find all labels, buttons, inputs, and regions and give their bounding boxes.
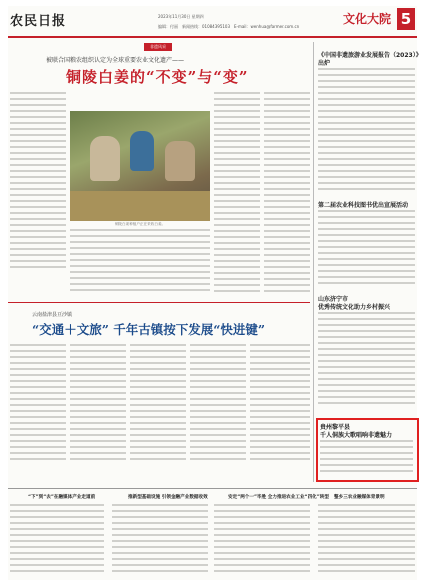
- second-kicker: 云南盐津县豆沙镇: [32, 312, 73, 318]
- bottom-col-1-text: [10, 504, 104, 576]
- second-col-5-text: [250, 344, 310, 462]
- bottom-divider: [8, 488, 417, 489]
- masthead: 农民日报: [10, 14, 67, 29]
- sidebar-item-3-title-b: 优秀传统文化助力乡村振兴: [318, 304, 391, 311]
- lead-photo: [70, 111, 210, 221]
- sidebar-item-4-title-a: 贵州黎平县: [320, 424, 351, 431]
- header-date: 2023年11月30日 星期四: [158, 14, 204, 19]
- sidebar-item-1-title: 《中国非遗旅游业发展报告（2023）》: [318, 52, 422, 59]
- sidebar-item-1-text: [318, 68, 415, 196]
- lead-headline: 铜陵白姜的“不变”与“变”: [66, 68, 249, 86]
- lead-tag: 非遗风采: [144, 43, 172, 51]
- page-number: 5: [397, 8, 415, 30]
- bottom-col-2-title: 推新型基础设施 引领金融产业数据收效: [128, 495, 208, 500]
- sidebar-item-3-title-a: 山东济宁市: [318, 296, 349, 303]
- second-col-1-text: [10, 344, 66, 462]
- lead-col-3-text: [214, 92, 260, 297]
- page-header: [8, 6, 417, 38]
- bottom-col-4-text: [318, 504, 415, 576]
- sidebar-divider: [313, 42, 314, 482]
- bottom-col-2-text: [112, 504, 208, 576]
- photo-caption: 铜陵白姜种植户正在采收白姜。: [114, 222, 166, 226]
- bottom-col-3-title: 安定“两个一”毕胜 全力推进农业工业“四化”转型: [228, 495, 329, 500]
- section-title: 文化大院: [343, 12, 392, 26]
- sidebar-item-1-subtitle: 出炉: [318, 60, 331, 67]
- sidebar-item-4-title-b: 千人侗族大歌唱响非遗魅力: [320, 432, 393, 439]
- second-headline: “交通＋文旅” 千年古镇按下发展“快进键”: [32, 322, 266, 337]
- newspaper-page: [8, 6, 422, 580]
- section-divider: [8, 302, 310, 303]
- header-contact: 编辑：付丽 新闻热线：01084395103 E-mail：wenhua@farmer.com.cn: [158, 24, 300, 29]
- lead-col-4-text: [264, 92, 310, 297]
- lead-col-1-text: [10, 92, 66, 278]
- bottom-col-4-title: 整乡三农业融媒体背景明: [334, 495, 385, 500]
- sidebar-item-2-title: 第二届农业科技图书优出宣展活动: [318, 202, 409, 209]
- lead-col-2-text: [70, 229, 210, 297]
- sidebar-item-2-text: [318, 210, 415, 290]
- second-col-2-text: [70, 344, 126, 462]
- sidebar-item-3-text: [318, 312, 415, 412]
- bottom-col-1-title: “下”到“去”在融媒体产业走道前: [28, 495, 96, 500]
- bottom-col-3-text: [214, 504, 310, 576]
- second-col-4-text: [190, 344, 246, 462]
- sidebar-item-4-text: [320, 440, 413, 474]
- lead-kicker: 被联合国粮农组织认定为全球重要农业文化遗产——: [46, 57, 185, 64]
- second-col-3-text: [130, 344, 186, 462]
